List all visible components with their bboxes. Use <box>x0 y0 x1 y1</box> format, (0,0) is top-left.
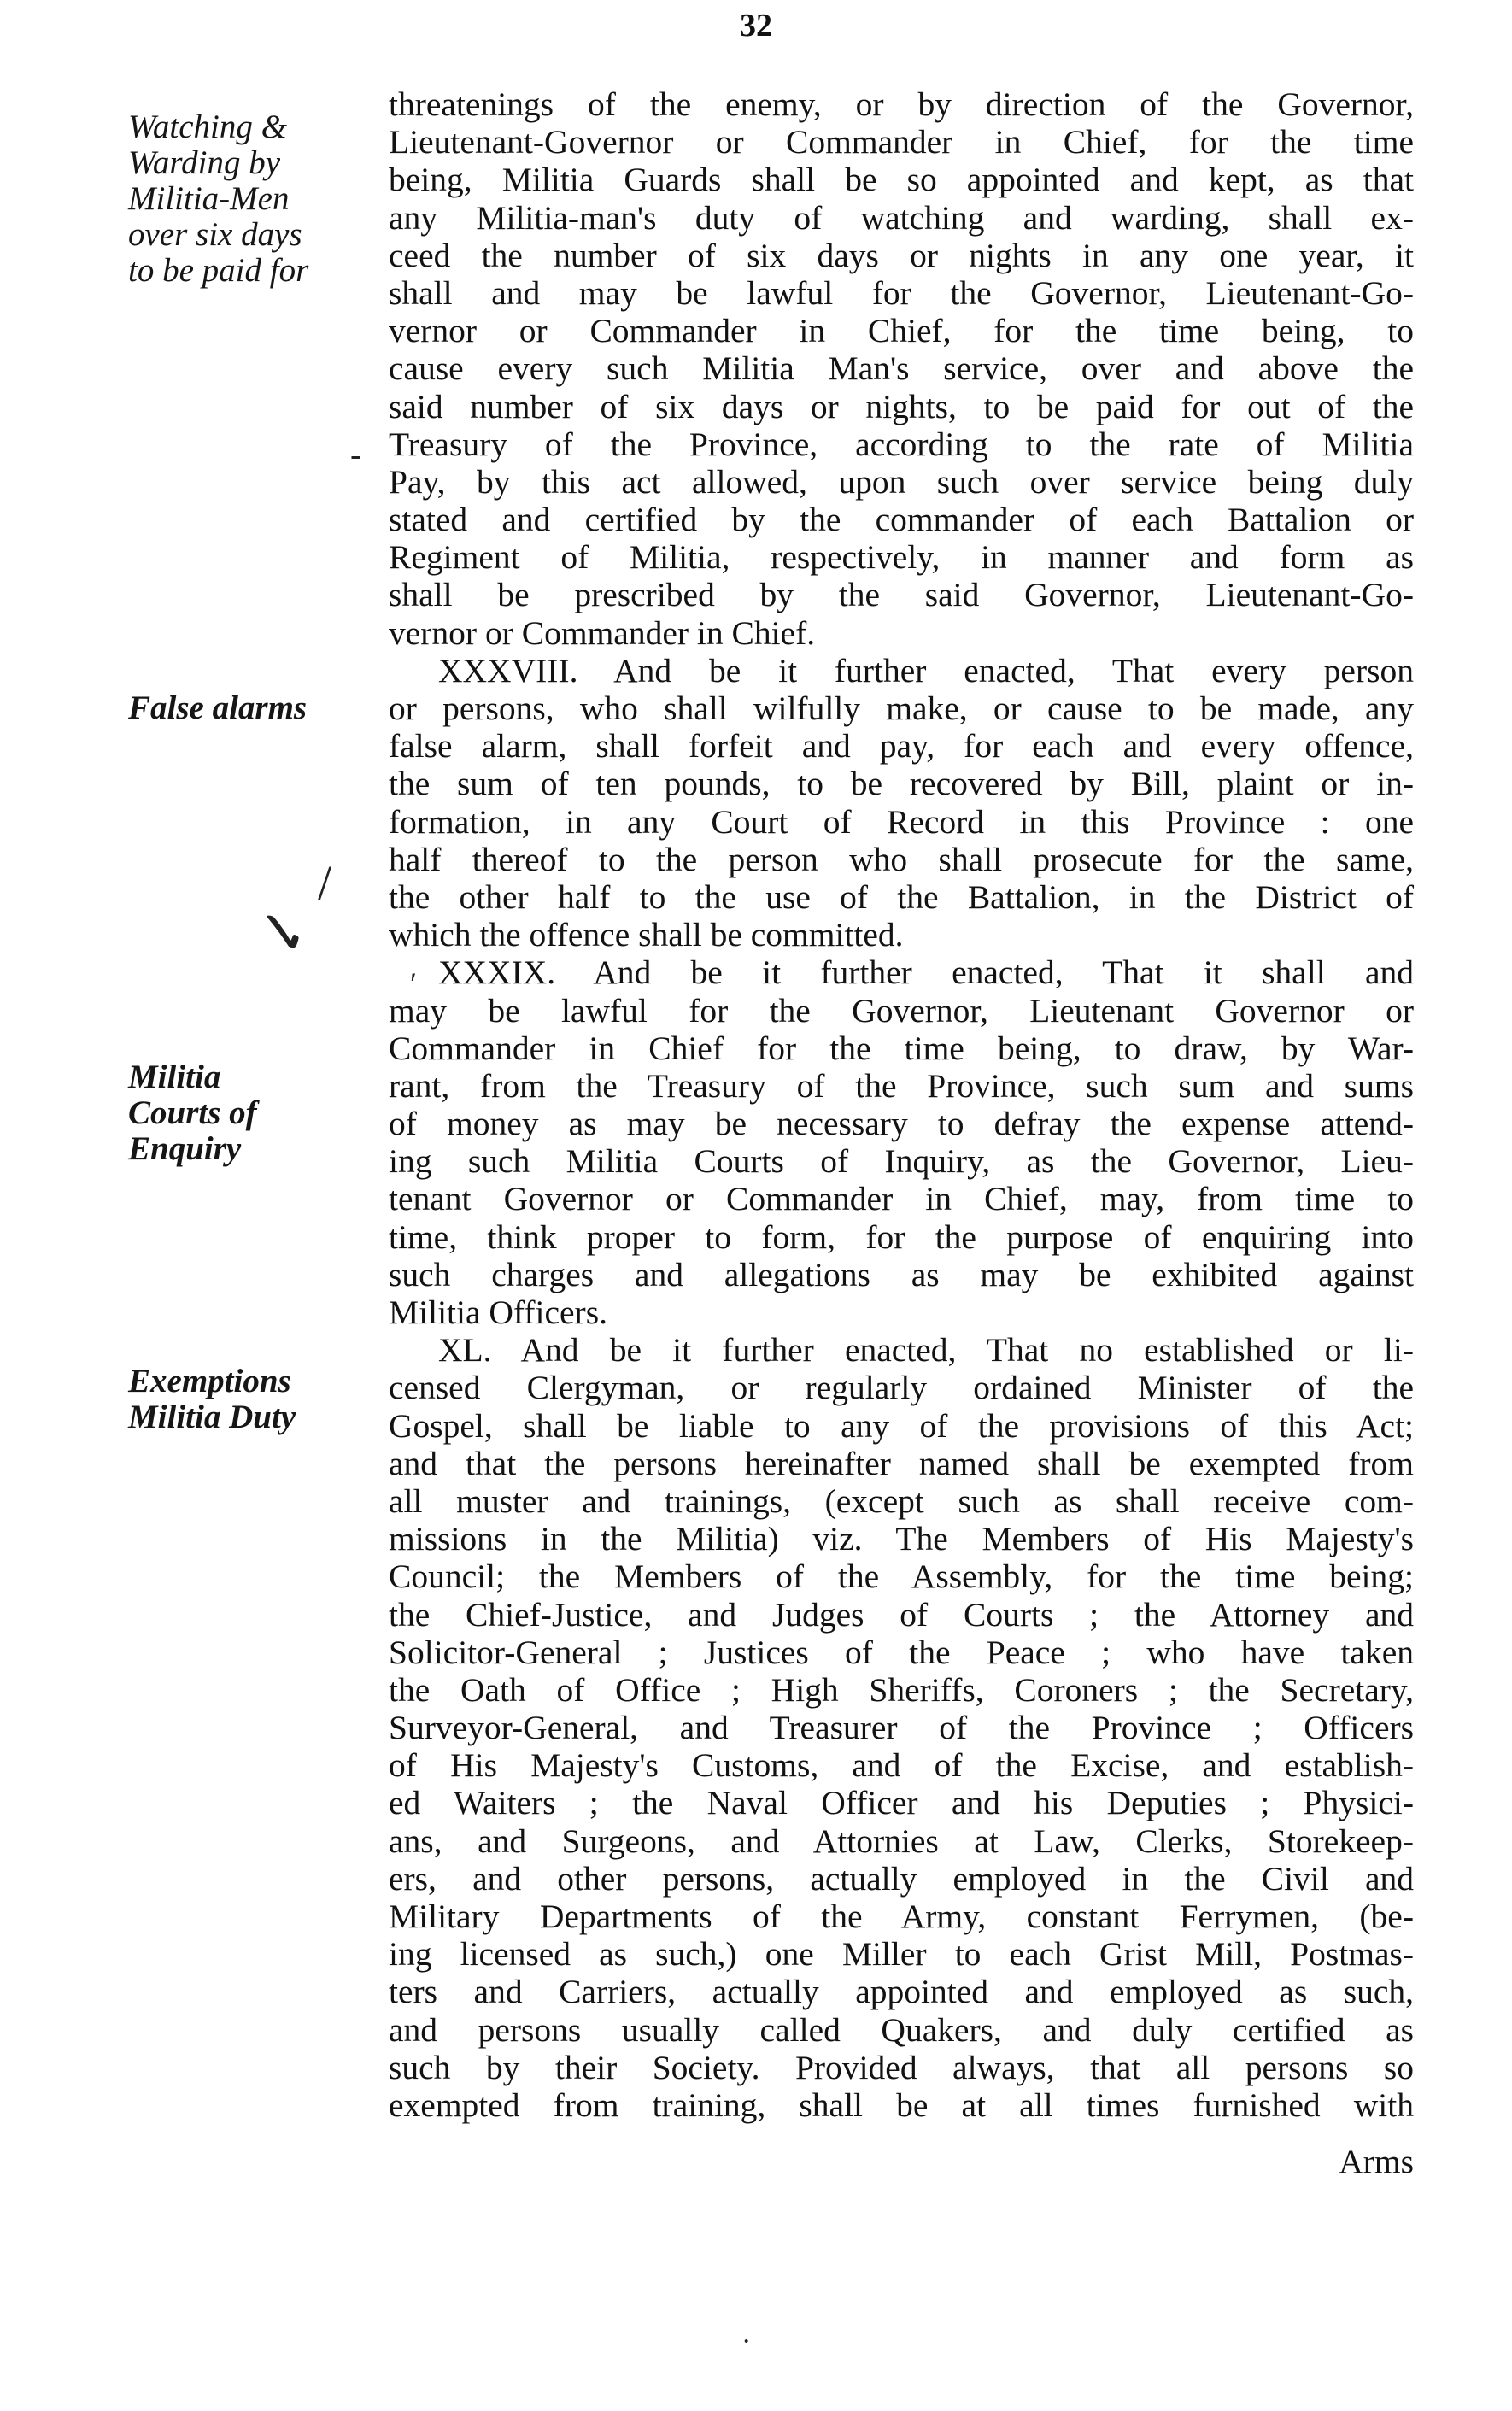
text-line: said number of six days or nights, to be paid for out of the <box>389 387 1414 425</box>
text-line: ceed the number of six days or nights in any one year, it <box>389 236 1414 274</box>
margin-note-watching <box>128 109 363 289</box>
margin-note-line: Enquiry <box>128 1130 242 1167</box>
page-number: 32 <box>740 8 772 44</box>
text-line: stated and certified by the commander of each Battalion or <box>389 501 1414 539</box>
text-line: vernor or Commander in Chief, for the time being, to <box>389 312 1414 350</box>
margin-note-line: to be paid for <box>128 252 309 289</box>
margin-note-line: Exemptions <box>128 1363 291 1399</box>
margin-note-line: Courts of <box>128 1094 257 1131</box>
dot-mark: · <box>741 2326 752 2357</box>
text-line: of money as may be necessary to defray the expense attend- <box>389 1105 1414 1143</box>
text-line: Treasury of the Province, according to the rate of Militia <box>389 425 1414 463</box>
dash-mark: - <box>350 435 362 473</box>
text-line: any Militia-man's duty of watching and warding, shall ex- <box>389 198 1414 237</box>
body-text <box>389 85 1414 2180</box>
text-line: Military Departments of the Army, constant Ferrymen, (be- <box>389 1898 1414 1935</box>
hook-mark: ✓ <box>256 900 308 968</box>
text-line: Commander in Chief for the time being, to draw, by War- <box>389 1029 1414 1067</box>
section-heading-xxxix: XXXIX. And be it further enacted, That it shall and <box>438 953 1414 992</box>
text-line: or persons, who shall wilfully make, or cause to be made, any <box>389 689 1414 727</box>
margin-note-line: Militia <box>128 1059 221 1095</box>
text-line: ers, and other persons, actually employed in the Civil and <box>389 1859 1414 1898</box>
text-line: formation, in any Court of Record in this Province : one <box>389 802 1414 841</box>
text-line: ans, and Surgeons, and Attornies at Law, Clerks, Storekeep- <box>389 1821 1414 1860</box>
text-line: Lieutenant-Governor or Commander in Chief, for the time <box>389 123 1414 161</box>
text-line: Militia Officers. <box>389 1293 607 1331</box>
text-line: rant, from the Treasury of the Province, such sum and sums <box>389 1066 1414 1105</box>
section-heading-xl: XL. And be it further enacted, That no established or li- <box>438 1331 1414 1370</box>
margin-note-courts <box>128 1059 363 1167</box>
text-line: which the offence shall be committed. <box>389 916 904 954</box>
margin-note-line: Warding by <box>128 144 281 181</box>
text-line: may be lawful for the Governor, Lieutenant Governor or <box>389 991 1414 1030</box>
slash-mark: / <box>318 855 332 911</box>
text-line: tenant Governor or Commander in Chief, may, from time to <box>389 1180 1414 1218</box>
text-line: Gospel, shall be liable to any of the provisions of this Act; <box>389 1406 1414 1445</box>
text-line: the Chief-Justice, and Judges of Courts ; the Attorney and <box>389 1595 1414 1634</box>
text-line: ing such Militia Courts of Inquiry, as the Governor, Lieu- <box>389 1142 1414 1181</box>
text-line: shall be prescribed by the said Governor, Lieutenant-Go- <box>389 576 1414 614</box>
text-line: such charges and allegations as may be exhibited against <box>389 1255 1414 1293</box>
margin-note-line: Watching & <box>128 109 287 145</box>
text-line: threatenings of the enemy, or by direction of the Governor, <box>389 85 1414 123</box>
margin-note-line: over six days <box>128 216 302 253</box>
text-line: vernor or Commander in Chief. <box>389 613 816 652</box>
catchword: Arms <box>1339 2143 1414 2181</box>
text-line: all muster and trainings, (except such as shall receive com- <box>389 1481 1414 1520</box>
text-line: false alarm, shall forfeit and pay, for each and every offence, <box>389 727 1414 766</box>
tick-mark: ʹ <box>410 966 417 1000</box>
text-line: ed Waiters ; the Naval Officer and his Deputies ; Physici- <box>389 1784 1414 1822</box>
text-line: censed Clergyman, or regularly ordained Minister of the <box>389 1369 1414 1407</box>
margin-note-line: Militia Duty <box>128 1399 296 1435</box>
text-line: and persons usually called Quakers, and duly certified as <box>389 2010 1414 2049</box>
text-line: Council; the Members of the Assembly, for the time being; <box>389 1557 1414 1596</box>
text-line: being, Militia Guards shall be so appointed and kept, as that <box>389 161 1414 199</box>
text-line: Solicitor-General ; Justices of the Peace ; who have taken <box>389 1633 1414 1671</box>
text-line: ing licensed as such,) one Miller to each Grist Mill, Postmas- <box>389 1935 1414 1974</box>
text-line: shall and may be lawful for the Governor, Lieutenant-Go- <box>389 273 1414 312</box>
text-line: and that the persons hereinafter named shall be exempted from <box>389 1444 1414 1482</box>
margin-note-false-alarms <box>128 690 363 726</box>
text-line: Surveyor-General, and Treasurer of the Province ; Officers <box>389 1709 1414 1747</box>
text-line: time, think proper to form, for the purpose of enquiring into <box>389 1217 1414 1256</box>
text-line: the other half to the use of the Battalion, in the District of <box>389 877 1414 916</box>
text-line: exempted from training, shall be at all times furnished with <box>389 2085 1414 2124</box>
text-line: Pay, by this act allowed, upon such over service being duly <box>389 462 1414 501</box>
margin-note-exemptions <box>128 1364 363 1435</box>
text-line: such by their Society. Provided always, that all persons so <box>389 2048 1414 2086</box>
text-line: cause every such Militia Man's service, over and above the <box>389 349 1414 388</box>
text-line: half thereof to the person who shall prosecute for the same, <box>389 840 1414 878</box>
text-line: the sum of ten pounds, to be recovered by Bill, plaint or in- <box>389 765 1414 803</box>
text-line: Regiment of Militia, respectively, in manner and form as <box>389 538 1414 577</box>
text-line: ters and Carriers, actually appointed and employed as such, <box>389 1973 1414 2011</box>
text-line: missions in the Militia) viz. The Members of His Majesty's <box>389 1520 1414 1558</box>
section-heading-xxxviii: XXXVIII. And be it further enacted, That every person <box>438 651 1414 689</box>
text-line: the Oath of Office ; High Sheriffs, Coroners ; the Secretary, <box>389 1670 1414 1709</box>
margin-note-line: False alarms <box>128 689 308 726</box>
text-line: of His Majesty's Customs, and of the Excise, and establish- <box>389 1746 1414 1785</box>
margin-note-line: Militia-Men <box>128 180 290 217</box>
